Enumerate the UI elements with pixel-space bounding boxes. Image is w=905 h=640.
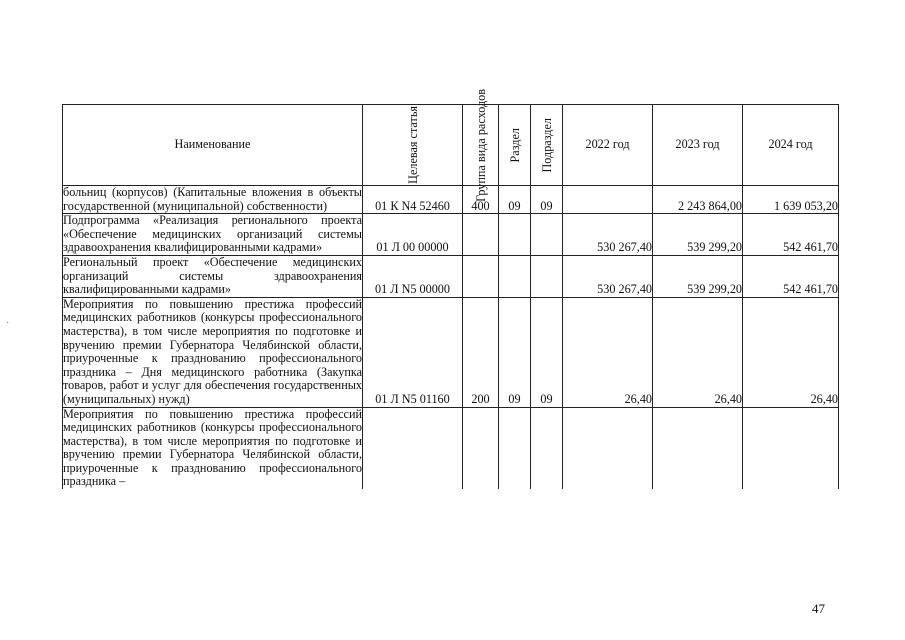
row-expense-group: 400 — [463, 186, 499, 214]
row-2022: 530 267,40 — [563, 214, 653, 256]
row-2024: 1 639 053,20 — [743, 186, 839, 214]
margin-mark: · — [6, 318, 10, 329]
row-name: Мероприятия по повышению престижа профессий медицинских работников (конкурсы профессионального мастерства), в том числе мероприятия по подготовке и вручению премии Губернатора Челябинской области, приуроченные к празднованию профессионального праздника – — [63, 406, 362, 489]
row-name: Мероприятия по повышению престижа профессий медицинских работников (конкурсы профессионального мастерства), в том числе мероприятия по подготовке и вручению премии Губернатора Челябинской области, приуроченные к празднованию профессионального праздника – Дня медицинского работника (Закупка товаров, работ и услуг для обеспечения государственных (муниципальных) нужд) — [63, 296, 362, 406]
row-target-article: 01 Л 00 00000 — [363, 214, 463, 256]
row-section: 09 — [499, 297, 531, 407]
row-2023: 26,40 — [653, 297, 743, 407]
header-2022: 2022 год — [563, 105, 653, 186]
header-name: Наименование — [63, 105, 363, 186]
row-2023 — [653, 407, 743, 489]
row-2024: 542 461,70 — [743, 255, 839, 297]
row-expense-group — [463, 214, 499, 256]
row-2023: 539 299,20 — [653, 214, 743, 256]
header-subsection: Подраздел — [531, 105, 563, 186]
row-2023: 539 299,20 — [653, 255, 743, 297]
row-expense-group — [463, 407, 499, 489]
header-2024: 2024 год — [743, 105, 839, 186]
row-subsection — [531, 214, 563, 256]
page-number: 47 — [812, 601, 825, 616]
row-target-article: 01 К N4 52460 — [363, 186, 463, 214]
row-2024: 26,40 — [743, 297, 839, 407]
row-subsection: 09 — [531, 297, 563, 407]
row-2022 — [563, 186, 653, 214]
table-row — [63, 255, 839, 297]
row-subsection: 09 — [531, 186, 563, 214]
header-section: Раздел — [499, 105, 531, 186]
table-row — [63, 297, 839, 407]
header-2023: 2023 год — [653, 105, 743, 186]
row-section — [499, 255, 531, 297]
header-target-article: Целевая статья — [363, 105, 463, 186]
row-name: Региональный проект «Обеспечение медицинских организаций системы здравоохранения квалифицированными кадрами» — [63, 254, 362, 297]
row-2024: 542 461,70 — [743, 214, 839, 256]
table-row — [63, 186, 839, 214]
row-expense-group: 200 — [463, 297, 499, 407]
table-row — [63, 214, 839, 256]
row-name: больниц (корпусов) (Капитальные вложения в объекты государственной (муниципальной) собственности) — [63, 185, 362, 213]
row-target-article — [363, 407, 463, 489]
row-target-article: 01 Л N5 00000 — [363, 255, 463, 297]
row-subsection — [531, 255, 563, 297]
budget-table — [62, 88, 839, 489]
row-section: 09 — [499, 186, 531, 214]
row-target-article: 01 Л N5 01160 — [363, 297, 463, 407]
row-expense-group — [463, 255, 499, 297]
row-subsection — [531, 407, 563, 489]
row-2022: 26,40 — [563, 297, 653, 407]
row-2023: 2 243 864,00 — [653, 186, 743, 214]
row-section — [499, 214, 531, 256]
row-name: Подпрограмма «Реализация регионального проекта «Обеспечение медицинских организаций системы здравоохранения квалифицированными кадрами» — [63, 213, 362, 255]
table-row — [63, 407, 839, 489]
row-2022: 530 267,40 — [563, 255, 653, 297]
header-expense-group: Группа вида расходов — [463, 105, 499, 186]
row-2024 — [743, 407, 839, 489]
row-section — [499, 407, 531, 489]
row-2022 — [563, 407, 653, 489]
table-header-row — [63, 105, 839, 186]
